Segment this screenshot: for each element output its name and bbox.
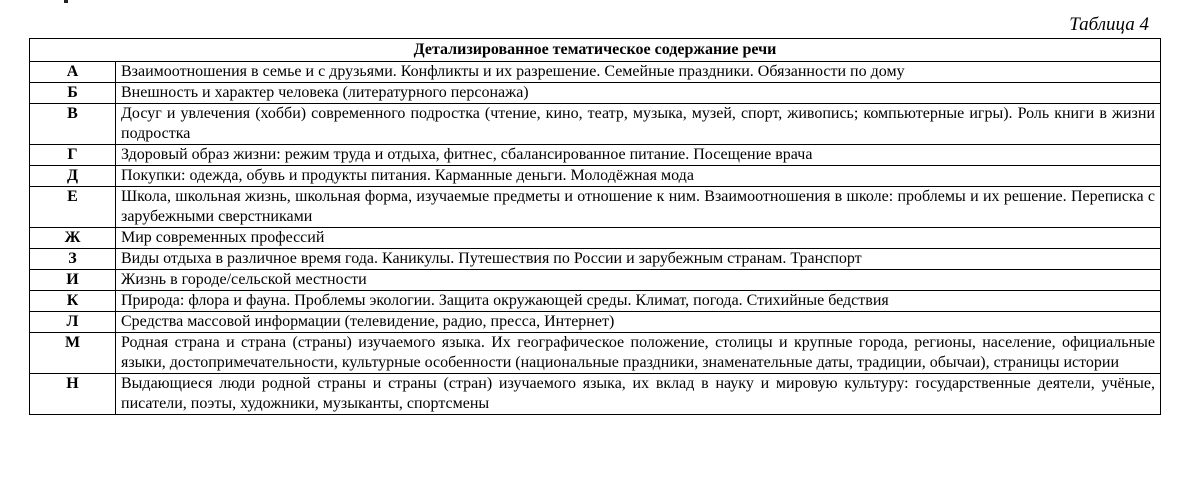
topic-text: Покупки: одежда, обувь и продукты питания. Карманные деньги. Молодёжная мода <box>116 166 1161 187</box>
topic-text: Выдающиеся люди родной страны и страны (стран) изучаемого языка, их вклад в науку и мировую культуру: государственные деятели, учёные, писатели, поэты, художники, музыканты, спортсмены <box>116 374 1161 415</box>
topic-text: Природа: флора и фауна. Проблемы экологии. Защита окружающей среды. Климат, погода. Стихийные бедствия <box>116 291 1161 312</box>
topic-letter: З <box>30 249 116 270</box>
topic-letter: Е <box>30 187 116 228</box>
topic-text: Здоровый образ жизни: режим труда и отдыха, фитнес, сбалансированное питание. Посещение врача <box>116 145 1161 166</box>
table-row <box>30 62 1161 83</box>
topic-letter: Г <box>30 145 116 166</box>
table-row <box>30 291 1161 312</box>
topic-letter: К <box>30 291 116 312</box>
topic-text: Жизнь в городе/сельской местности <box>116 270 1161 291</box>
table-row <box>30 187 1161 228</box>
topic-letter: Л <box>30 312 116 333</box>
table-row <box>30 333 1161 374</box>
topic-letter: В <box>30 104 116 145</box>
topic-letter: И <box>30 270 116 291</box>
topic-letter: Д <box>30 166 116 187</box>
topic-text: Средства массовой информации (телевидение, радио, пресса, Интернет) <box>116 312 1161 333</box>
table-row <box>30 83 1161 104</box>
topic-text: Школа, школьная жизнь, школьная форма, изучаемые предметы и отношение к ним. Взаимоотношения в школе: проблемы и их решение. Переписка с зарубежными сверстниками <box>116 187 1161 228</box>
page-fragment-mark <box>64 0 68 3</box>
table-header-row <box>30 39 1161 62</box>
topic-letter: Б <box>30 83 116 104</box>
table-row <box>30 249 1161 270</box>
table-row <box>30 270 1161 291</box>
topic-text: Мир современных профессий <box>116 228 1161 249</box>
table-header: Детализированное тематическое содержание речи <box>30 39 1161 62</box>
topic-table <box>29 38 1161 415</box>
table-row <box>30 145 1161 166</box>
topic-letter: А <box>30 62 116 83</box>
table-row <box>30 104 1161 145</box>
topic-text: Внешность и характер человека (литературного персонажа) <box>116 83 1161 104</box>
table-row <box>30 312 1161 333</box>
topic-text: Родная страна и страна (страны) изучаемого языка. Их географическое положение, столицы и крупные города, регионы, население, официальные языки, достопримечательности, культурные особенности (национальные праздники, знаменательные даты, традиции, обычаи), страницы истории <box>116 333 1161 374</box>
topic-letter: Ж <box>30 228 116 249</box>
table-row <box>30 228 1161 249</box>
table-row <box>30 166 1161 187</box>
topic-letter: М <box>30 333 116 374</box>
topic-text: Досуг и увлечения (хобби) современного подростка (чтение, кино, театр, музыка, музей, спорт, живопись; компьютерные игры). Роль книги в жизни подростка <box>116 104 1161 145</box>
table-row <box>30 374 1161 415</box>
topic-letter: Н <box>30 374 116 415</box>
topic-text: Взаимоотношения в семье и с друзьями. Конфликты и их разрешение. Семейные праздники. Обязанности по дому <box>116 62 1161 83</box>
table-caption: Таблица 4 <box>1069 14 1149 35</box>
topic-text: Виды отдыха в различное время года. Каникулы. Путешествия по России и зарубежным странам. Транспорт <box>116 249 1161 270</box>
